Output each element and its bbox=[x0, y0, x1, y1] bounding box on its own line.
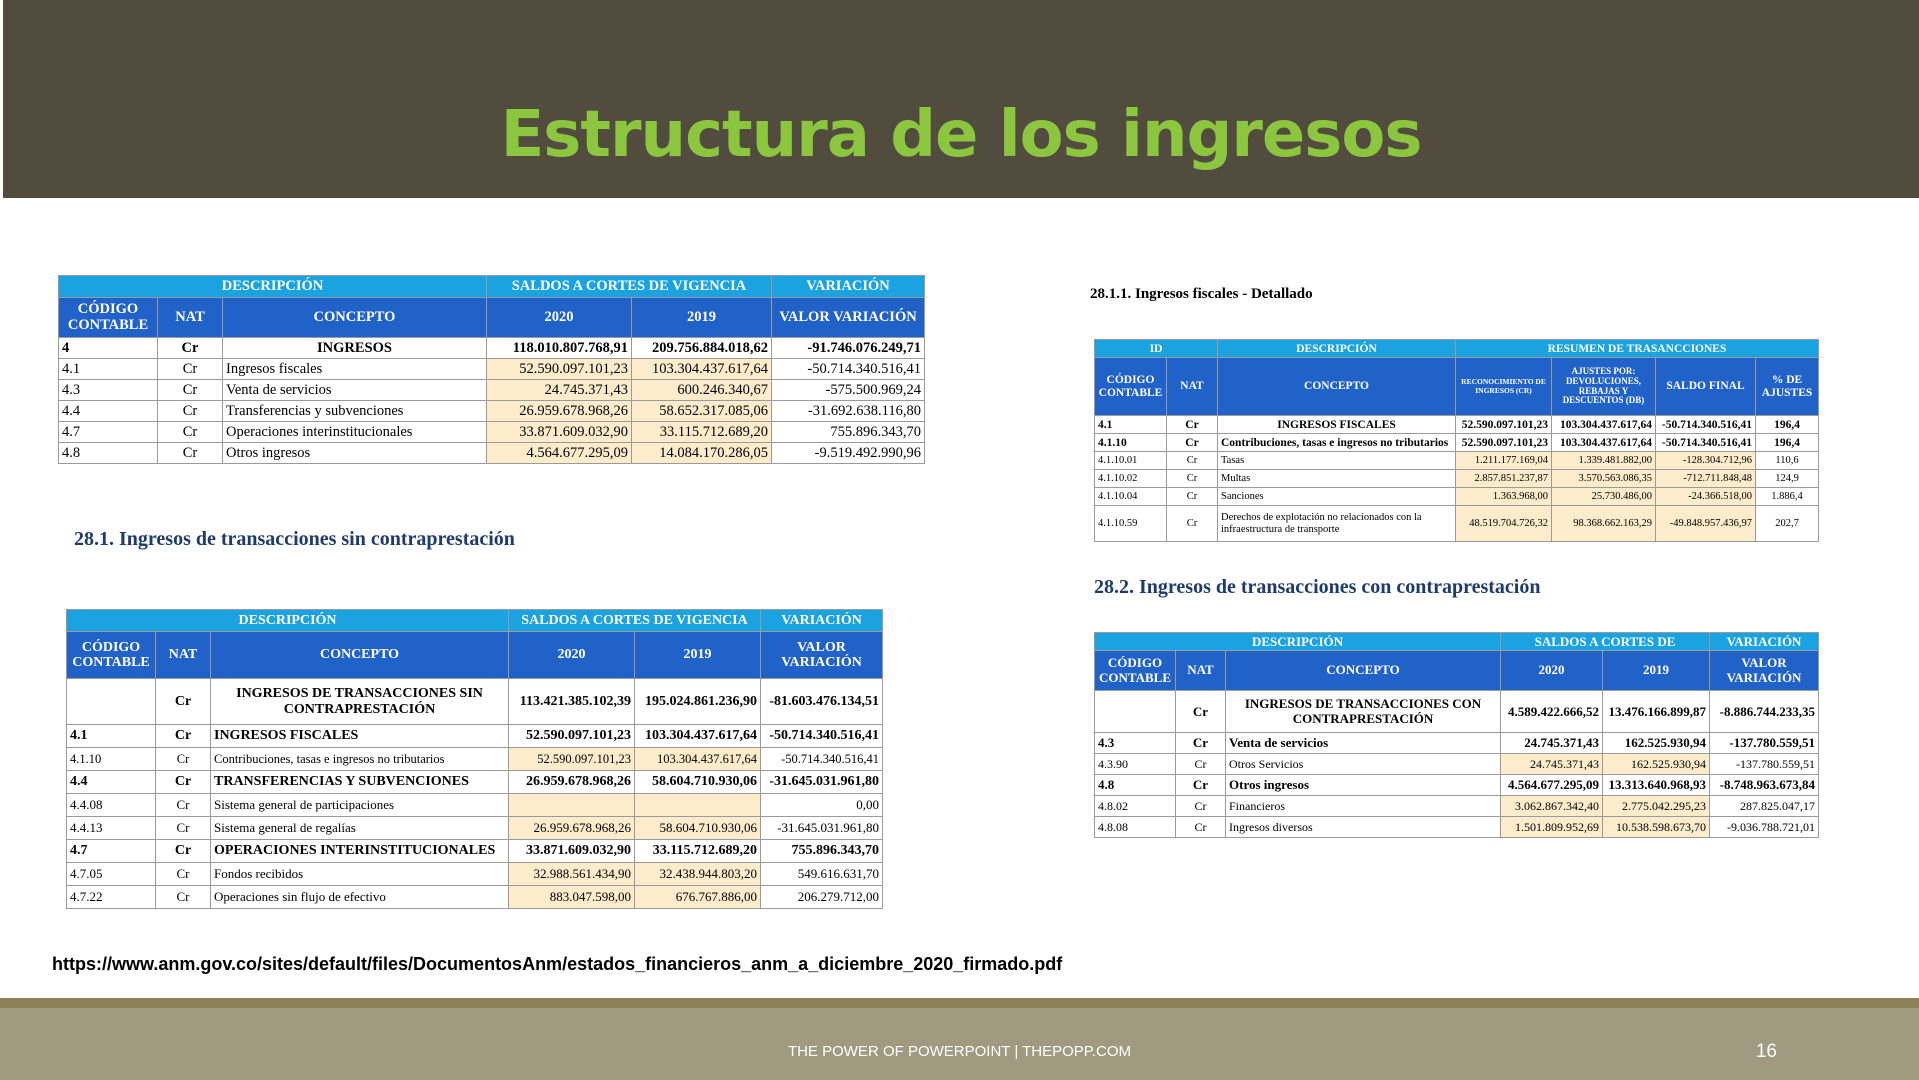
cell-code: 4.1.10.59 bbox=[1095, 506, 1167, 542]
cell-code: 4.7 bbox=[67, 840, 156, 863]
header-valor: VALOR VARIACIÓN bbox=[772, 298, 925, 338]
cell-variation: -9.519.492.990,96 bbox=[772, 443, 925, 464]
cell-code: 4.4 bbox=[67, 771, 156, 794]
table-ingresos-summary bbox=[58, 275, 925, 464]
cell-2019: 103.304.437.617,64 bbox=[632, 359, 772, 380]
cell-nat: Cr bbox=[156, 794, 211, 817]
cell-2019: 162.525.930,94 bbox=[1603, 754, 1710, 775]
cell-2020: 4.564.677.295,09 bbox=[1501, 775, 1603, 796]
header-resumen: RESUMEN DE TRASANCCIONES bbox=[1456, 340, 1819, 358]
header-concepto: CONCEPTO bbox=[1218, 358, 1456, 416]
cell-2020: 52.590.097.101,23 bbox=[509, 725, 635, 748]
cell-2020: 4.589.422.666,52 bbox=[1501, 691, 1603, 733]
cell-concept: Sistema general de regalías bbox=[211, 817, 509, 840]
footer-text: THE POWER OF POWERPOINT | THEPOPP.COM bbox=[787, 1043, 1132, 1060]
cell-code: 4.3 bbox=[59, 380, 158, 401]
cell-2020: 24.745.371,43 bbox=[1501, 733, 1603, 754]
cell-ajustes: 1.339.481.882,00 bbox=[1552, 452, 1656, 470]
header-nat: NAT bbox=[156, 632, 211, 679]
cell-nat: Cr bbox=[1167, 488, 1218, 506]
header-2020: 2020 bbox=[509, 632, 635, 679]
cell-code: 4.1.10 bbox=[1095, 434, 1167, 452]
cell-2020: 24.745.371,43 bbox=[487, 380, 632, 401]
cell-reconocimiento: 52.590.097.101,23 bbox=[1456, 434, 1552, 452]
header-codigo: CÓDIGO CONTABLE bbox=[1095, 651, 1176, 691]
header-codigo: CÓDIGO CONTABLE bbox=[1095, 358, 1167, 416]
cell-2020: 26.959.678.968,26 bbox=[509, 771, 635, 794]
table-row bbox=[1095, 416, 1819, 434]
cell-variation: -50.714.340.516,41 bbox=[761, 748, 883, 771]
slide-title: Estructura de los ingresos bbox=[500, 98, 1422, 172]
cell-nat: Cr bbox=[1167, 416, 1218, 434]
cell-code: 4.3 bbox=[1095, 733, 1176, 754]
cell-nat: Cr bbox=[1167, 506, 1218, 542]
header-concepto: CONCEPTO bbox=[211, 632, 509, 679]
cell-nat: Cr bbox=[1176, 796, 1226, 817]
cell-2019: 33.115.712.689,20 bbox=[635, 840, 761, 863]
cell-2019: 103.304.437.617,64 bbox=[635, 748, 761, 771]
table-row bbox=[1095, 434, 1819, 452]
cell-concept: INGRESOS DE TRANSACCIONES CON CONTRAPRESTACIÓN bbox=[1226, 691, 1501, 733]
table-row bbox=[1095, 796, 1819, 817]
cell-2019: 676.767.886,00 bbox=[635, 886, 761, 909]
cell-code: 4.4 bbox=[59, 401, 158, 422]
cell-variation: -137.780.559,51 bbox=[1710, 754, 1819, 775]
cell-saldo: -128.304.712,96 bbox=[1656, 452, 1756, 470]
cell-concept: Fondos recibidos bbox=[211, 863, 509, 886]
header-variacion: VARIACIÓN bbox=[772, 276, 925, 298]
cell-2019: 58.604.710.930,06 bbox=[635, 771, 761, 794]
table-row bbox=[67, 771, 883, 794]
cell-saldo: -712.711.848,48 bbox=[1656, 470, 1756, 488]
cell-variation: -137.780.559,51 bbox=[1710, 733, 1819, 754]
header-nat: NAT bbox=[158, 298, 223, 338]
table-row bbox=[67, 817, 883, 840]
table-row bbox=[67, 748, 883, 771]
cell-reconocimiento: 1.363.968,00 bbox=[1456, 488, 1552, 506]
cell-concept: Otros ingresos bbox=[223, 443, 487, 464]
cell-nat: Cr bbox=[156, 771, 211, 794]
cell-nat: Cr bbox=[1176, 733, 1226, 754]
cell-2020: 113.421.385.102,39 bbox=[509, 679, 635, 725]
cell-2019: 2.775.042.295,23 bbox=[1603, 796, 1710, 817]
cell-variation: -575.500.969,24 bbox=[772, 380, 925, 401]
cell-concept: Ingresos fiscales bbox=[223, 359, 487, 380]
cell-nat: Cr bbox=[1176, 691, 1226, 733]
table-row bbox=[1095, 691, 1819, 733]
source-url[interactable]: https://www.anm.gov.co/sites/default/files/DocumentosAnm/estados_financieros_anm_a_diciembre_2020_firmado.pdf bbox=[52, 954, 1063, 974]
table-row bbox=[59, 422, 925, 443]
cell-code: 4.8 bbox=[59, 443, 158, 464]
cell-2019: 58.604.710.930,06 bbox=[635, 817, 761, 840]
header-concepto: CONCEPTO bbox=[1226, 651, 1501, 691]
header-id: ID bbox=[1095, 340, 1218, 358]
cell-nat: Cr bbox=[1167, 452, 1218, 470]
cell-nat: Cr bbox=[1176, 754, 1226, 775]
cell-ajustes: 3.570.563.086,35 bbox=[1552, 470, 1656, 488]
cell-saldo: -50.714.340.516,41 bbox=[1656, 416, 1756, 434]
table-row bbox=[1095, 754, 1819, 775]
table-row bbox=[1095, 470, 1819, 488]
cell-2019: 162.525.930,94 bbox=[1603, 733, 1710, 754]
cell-2020: 32.988.561.434,90 bbox=[509, 863, 635, 886]
cell-code: 4.8.08 bbox=[1095, 817, 1176, 838]
cell-code: 4.4.08 bbox=[67, 794, 156, 817]
table-row bbox=[67, 679, 883, 725]
cell-concept: INGRESOS DE TRANSACCIONES SIN CONTRAPRESTACIÓN bbox=[211, 679, 509, 725]
cell-nat: Cr bbox=[1176, 775, 1226, 796]
cell-2020: 24.745.371,43 bbox=[1501, 754, 1603, 775]
cell-2019: 14.084.170.286,05 bbox=[632, 443, 772, 464]
cell-nat: Cr bbox=[156, 725, 211, 748]
table-row bbox=[1095, 817, 1819, 838]
footer-divider bbox=[0, 998, 1919, 1008]
cell-code: 4.7.05 bbox=[67, 863, 156, 886]
header-codigo: CÓDIGO CONTABLE bbox=[67, 632, 156, 679]
cell-code: 4.1 bbox=[67, 725, 156, 748]
cell-2020: 33.871.609.032,90 bbox=[509, 840, 635, 863]
header-saldo-final: SALDO FINAL bbox=[1656, 358, 1756, 416]
cell-nat: Cr bbox=[158, 359, 223, 380]
header-2020: 2020 bbox=[1501, 651, 1603, 691]
cell-code: 4.7.22 bbox=[67, 886, 156, 909]
header-valor: VALOR VARIACIÓN bbox=[761, 632, 883, 679]
section-title-28-1-1: 28.1.1. Ingresos fiscales - Detallado bbox=[1090, 286, 1313, 302]
cell-nat: Cr bbox=[158, 401, 223, 422]
cell-code: 4.7 bbox=[59, 422, 158, 443]
cell-concept: INGRESOS FISCALES bbox=[1218, 416, 1456, 434]
cell-concept: OPERACIONES INTERINSTITUCIONALES bbox=[211, 840, 509, 863]
cell-concept: Tasas bbox=[1218, 452, 1456, 470]
cell-variation: -91.746.076.249,71 bbox=[772, 338, 925, 359]
table-row bbox=[67, 863, 883, 886]
cell-nat: Cr bbox=[158, 422, 223, 443]
cell-nat: Cr bbox=[156, 679, 211, 725]
cell-code bbox=[1095, 691, 1176, 733]
cell-2019: 195.024.861.236,90 bbox=[635, 679, 761, 725]
cell-nat: Cr bbox=[1176, 817, 1226, 838]
cell-porcentaje: 110,6 bbox=[1756, 452, 1819, 470]
cell-variation: -31.645.031.961,80 bbox=[761, 771, 883, 794]
cell-variation: 549.616.631,70 bbox=[761, 863, 883, 886]
cell-ajustes: 98.368.662.163,29 bbox=[1552, 506, 1656, 542]
cell-variation: 0,00 bbox=[761, 794, 883, 817]
table-row bbox=[67, 840, 883, 863]
cell-2019: 13.313.640.968,93 bbox=[1603, 775, 1710, 796]
cell-2019 bbox=[635, 794, 761, 817]
table-ingresos-fiscales-detallado bbox=[1094, 339, 1819, 542]
cell-concept: Contribuciones, tasas e ingresos no tributarios bbox=[211, 748, 509, 771]
header-bar bbox=[3, 0, 1919, 198]
cell-ajustes: 103.304.437.617,64 bbox=[1552, 416, 1656, 434]
cell-2020: 52.590.097.101,23 bbox=[487, 359, 632, 380]
header-porcentaje: % DE AJUSTES bbox=[1756, 358, 1819, 416]
cell-porcentaje: 196,4 bbox=[1756, 434, 1819, 452]
header-descripcion: DESCRIPCIÓN bbox=[1218, 340, 1456, 358]
cell-concept: Sanciones bbox=[1218, 488, 1456, 506]
cell-concept: Operaciones interinstitucionales bbox=[223, 422, 487, 443]
cell-concept: Ingresos diversos bbox=[1226, 817, 1501, 838]
cell-reconocimiento: 2.857.851.237,87 bbox=[1456, 470, 1552, 488]
table-row bbox=[59, 401, 925, 422]
cell-code: 4.8.02 bbox=[1095, 796, 1176, 817]
cell-variation: -31.645.031.961,80 bbox=[761, 817, 883, 840]
table-row bbox=[1095, 506, 1819, 542]
cell-2020: 4.564.677.295,09 bbox=[487, 443, 632, 464]
table-row bbox=[1095, 452, 1819, 470]
header-descripcion: DESCRIPCIÓN bbox=[1095, 633, 1501, 651]
cell-variation: 206.279.712,00 bbox=[761, 886, 883, 909]
cell-nat: Cr bbox=[156, 748, 211, 771]
cell-2019: 103.304.437.617,64 bbox=[635, 725, 761, 748]
header-reconocimiento: RECONOCIMIENTO DE INGRESOS (CR) bbox=[1456, 358, 1552, 416]
cell-code: 4.1.10.02 bbox=[1095, 470, 1167, 488]
cell-2020: 1.501.809.952,69 bbox=[1501, 817, 1603, 838]
cell-concept: Venta de servicios bbox=[1226, 733, 1501, 754]
cell-ajustes: 25.730.486,00 bbox=[1552, 488, 1656, 506]
cell-nat: Cr bbox=[1167, 434, 1218, 452]
cell-ajustes: 103.304.437.617,64 bbox=[1552, 434, 1656, 452]
header-saldos: SALDOS A CORTES DE VIGENCIA bbox=[509, 610, 761, 632]
cell-variation: 755.896.343,70 bbox=[761, 840, 883, 863]
cell-saldo: -49.848.957.436,97 bbox=[1656, 506, 1756, 542]
cell-porcentaje: 202,7 bbox=[1756, 506, 1819, 542]
table-row bbox=[59, 380, 925, 401]
table-row bbox=[67, 794, 883, 817]
table-row bbox=[59, 359, 925, 380]
header-descripcion: DESCRIPCIÓN bbox=[67, 610, 509, 632]
header-saldos: SALDOS A CORTES DE bbox=[1501, 633, 1710, 651]
cell-nat: Cr bbox=[156, 840, 211, 863]
cell-concept: Financieros bbox=[1226, 796, 1501, 817]
table-row bbox=[59, 338, 925, 359]
cell-reconocimiento: 48.519.704.726,32 bbox=[1456, 506, 1552, 542]
section-title-28-1: 28.1. Ingresos de transacciones sin contraprestación bbox=[74, 528, 515, 550]
cell-concept: Contribuciones, tasas e ingresos no tributarios bbox=[1218, 434, 1456, 452]
header-codigo: CÓDIGO CONTABLE bbox=[59, 298, 158, 338]
cell-code bbox=[67, 679, 156, 725]
header-2020: 2020 bbox=[487, 298, 632, 338]
cell-2020: 26.959.678.968,26 bbox=[487, 401, 632, 422]
header-2019: 2019 bbox=[1603, 651, 1710, 691]
table-row bbox=[67, 886, 883, 909]
cell-variation: 287.825.047,17 bbox=[1710, 796, 1819, 817]
cell-code: 4.8 bbox=[1095, 775, 1176, 796]
footer-bar bbox=[0, 1008, 1919, 1080]
cell-porcentaje: 1.886,4 bbox=[1756, 488, 1819, 506]
cell-nat: Cr bbox=[156, 886, 211, 909]
cell-code: 4.1 bbox=[1095, 416, 1167, 434]
cell-variation: -81.603.476.134,51 bbox=[761, 679, 883, 725]
table-row bbox=[67, 725, 883, 748]
cell-nat: Cr bbox=[156, 817, 211, 840]
header-nat: NAT bbox=[1167, 358, 1218, 416]
header-variacion: VARIACIÓN bbox=[761, 610, 883, 632]
cell-variation: -50.714.340.516,41 bbox=[772, 359, 925, 380]
cell-code: 4.3.90 bbox=[1095, 754, 1176, 775]
header-concepto: CONCEPTO bbox=[223, 298, 487, 338]
header-ajustes: AJUSTES POR: DEVOLUCIONES, REBAJAS Y DESCUENTOS (DB) bbox=[1552, 358, 1656, 416]
header-saldos: SALDOS A CORTES DE VIGENCIA bbox=[487, 276, 772, 298]
cell-concept: Otros Servicios bbox=[1226, 754, 1501, 775]
page-number: 16 bbox=[1755, 1041, 1777, 1062]
cell-2019: 13.476.166.899,87 bbox=[1603, 691, 1710, 733]
header-descripcion: DESCRIPCIÓN bbox=[59, 276, 487, 298]
cell-2019: 58.652.317.085,06 bbox=[632, 401, 772, 422]
table-row bbox=[1095, 733, 1819, 754]
cell-variation: 755.896.343,70 bbox=[772, 422, 925, 443]
cell-variation: -8.886.744.233,35 bbox=[1710, 691, 1819, 733]
section-title-28-2: 28.2. Ingresos de transacciones con contraprestación bbox=[1094, 576, 1541, 598]
cell-code: 4.1.10.04 bbox=[1095, 488, 1167, 506]
cell-nat: Cr bbox=[158, 380, 223, 401]
cell-concept: Otros ingresos bbox=[1226, 775, 1501, 796]
cell-reconocimiento: 52.590.097.101,23 bbox=[1456, 416, 1552, 434]
cell-code: 4.1 bbox=[59, 359, 158, 380]
cell-concept: INGRESOS bbox=[223, 338, 487, 359]
header-variacion: VARIACIÓN bbox=[1710, 633, 1819, 651]
cell-variation: -31.692.638.116,80 bbox=[772, 401, 925, 422]
cell-2020: 3.062.867.342,40 bbox=[1501, 796, 1603, 817]
cell-porcentaje: 124,9 bbox=[1756, 470, 1819, 488]
cell-saldo: -50.714.340.516,41 bbox=[1656, 434, 1756, 452]
cell-2020: 26.959.678.968,26 bbox=[509, 817, 635, 840]
cell-code: 4.1.10 bbox=[67, 748, 156, 771]
cell-nat: Cr bbox=[158, 338, 223, 359]
cell-concept: Multas bbox=[1218, 470, 1456, 488]
cell-concept: Transferencias y subvenciones bbox=[223, 401, 487, 422]
cell-2020: 883.047.598,00 bbox=[509, 886, 635, 909]
cell-nat: Cr bbox=[1167, 470, 1218, 488]
cell-2019: 32.438.944.803,20 bbox=[635, 863, 761, 886]
cell-2020 bbox=[509, 794, 635, 817]
cell-2020: 33.871.609.032,90 bbox=[487, 422, 632, 443]
cell-concept: Sistema general de participaciones bbox=[211, 794, 509, 817]
cell-concept: INGRESOS FISCALES bbox=[211, 725, 509, 748]
header-valor: VALOR VARIACIÓN bbox=[1710, 651, 1819, 691]
cell-2019: 10.538.598.673,70 bbox=[1603, 817, 1710, 838]
table-row bbox=[1095, 775, 1819, 796]
cell-code: 4.1.10.01 bbox=[1095, 452, 1167, 470]
cell-variation: -50.714.340.516,41 bbox=[761, 725, 883, 748]
cell-variation: -8.748.963.673,84 bbox=[1710, 775, 1819, 796]
table-ingresos-con-contraprestacion bbox=[1094, 632, 1819, 838]
cell-2020: 118.010.807.768,91 bbox=[487, 338, 632, 359]
cell-concept: Operaciones sin flujo de efectivo bbox=[211, 886, 509, 909]
header-2019: 2019 bbox=[635, 632, 761, 679]
cell-nat: Cr bbox=[156, 863, 211, 886]
table-row bbox=[59, 443, 925, 464]
cell-saldo: -24.366.518,00 bbox=[1656, 488, 1756, 506]
cell-concept: Venta de servicios bbox=[223, 380, 487, 401]
cell-porcentaje: 196,4 bbox=[1756, 416, 1819, 434]
table-ingresos-sin-contraprestacion bbox=[66, 609, 883, 909]
cell-code: 4 bbox=[59, 338, 158, 359]
cell-concept: TRANSFERENCIAS Y SUBVENCIONES bbox=[211, 771, 509, 794]
cell-code: 4.4.13 bbox=[67, 817, 156, 840]
cell-2019: 209.756.884.018,62 bbox=[632, 338, 772, 359]
table-row bbox=[1095, 488, 1819, 506]
cell-2020: 52.590.097.101,23 bbox=[509, 748, 635, 771]
cell-nat: Cr bbox=[158, 443, 223, 464]
cell-2019: 33.115.712.689,20 bbox=[632, 422, 772, 443]
cell-reconocimiento: 1.211.177.169,04 bbox=[1456, 452, 1552, 470]
cell-2019: 600.246.340,67 bbox=[632, 380, 772, 401]
cell-variation: -9.036.788.721,01 bbox=[1710, 817, 1819, 838]
header-2019: 2019 bbox=[632, 298, 772, 338]
cell-concept: Derechos de explotación no relacionados con la infraestructura de transporte bbox=[1218, 506, 1456, 542]
header-nat: NAT bbox=[1176, 651, 1226, 691]
